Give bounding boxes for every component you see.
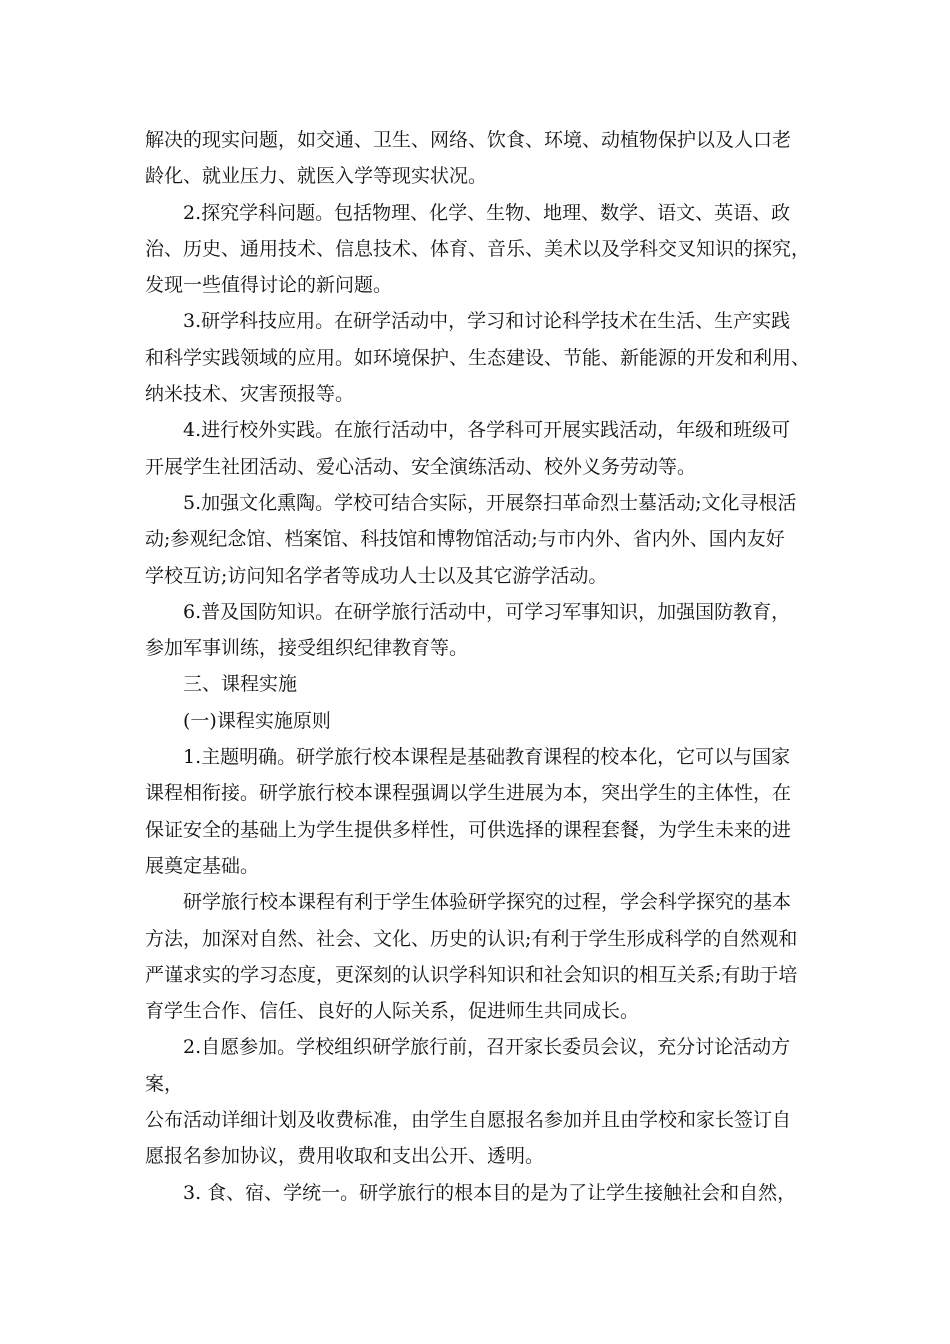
text-line: 学校互访;访问知名学者等成功人士以及其它游学活动。 [145,564,608,587]
text-line: 5.加强文化熏陶。学校可结合实际，开展祭扫革命烈士墓活动;文化寻根活 [183,491,797,514]
text-line: 愿报名参加协议，费用收取和支出公开、透明。 [145,1145,545,1168]
text-line: (一)课程实施原则 [183,709,331,732]
text-line: 方法，加深对自然、社会、文化、历史的认识;有利于学生形成科学的自然观和 [145,927,798,950]
text-line: 三、课程实施 [183,673,298,696]
text-line: 课程相衔接。研学旅行校本课程强调以学生进展为本，突出学生的主体性，在 [145,782,792,805]
text-line: 纳米技术、灾害预报等。 [145,383,355,406]
text-line: 育学生合作、信任、良好的人际关系，促进师生共同成长。 [145,1000,640,1023]
text-line: 展奠定基础。 [145,854,260,877]
text-line: 2.自愿参加。学校组织研学旅行前，召开家长委员会议，充分讨论活动方 [183,1036,791,1059]
text-line: 6.普及国防知识。在研学旅行活动中，可学习军事知识，加强国防教育， [183,600,791,623]
text-line: 公布活动详细计划及收费标准，由学生自愿报名参加并且由学校和家长签订自 [145,1109,792,1132]
text-line: 研学旅行校本课程有利于学生体验研学探究的过程，学会科学探究的基本 [183,891,792,914]
text-line: 治、历史、通用技术、信息技术、体育、音乐、美术以及学科交叉知识的探究， [145,237,811,260]
text-line: 2.探究学科问题。包括物理、化学、生物、地理、数学、语文、英语、政 [183,201,791,224]
text-line: 动;参观纪念馆、档案馆、科技馆和博物馆活动;与市内外、省内外、国内友好 [145,528,785,551]
text-line: 严谨求实的学习态度，更深刻的认识学科知识和社会知识的相互关系;有助于培 [145,963,798,986]
text-line: 案， [145,1072,184,1095]
text-line: 龄化、就业压力、就医入学等现实状况。 [145,165,488,188]
text-line: 1.主题明确。研学旅行校本课程是基础教育课程的校本化，它可以与国家 [183,746,791,769]
text-line: 3. 食、宿、学统一。研学旅行的根本目的是为了让学生接触社会和自然， [183,1181,797,1204]
text-line: 解决的现实问题，如交通、卫生、网络、饮食、环境、动植物保护以及人口老 [145,129,792,151]
text-line: 开展学生社团活动、爱心活动、安全演练活动、校外义务劳动等。 [145,455,697,478]
text-line: 发现一些值得讨论的新问题。 [145,274,393,297]
document-body [145,122,813,1211]
text-line: 4.进行校外实践。在旅行活动中，各学科可开展实践活动，年级和班级可 [183,419,791,442]
text-line: 3.研学科技应用。在研学活动中，学习和讨论科学技术在生活、生产实践 [183,310,791,333]
text-line: 参加军事训练，接受组织纪律教育等。 [145,637,469,660]
text-line: 保证安全的基础上为学生提供多样性，可供选择的课程套餐，为学生未来的进 [145,818,792,841]
text-line: 和科学实践领域的应用。如环境保护、生态建设、节能、新能源的开发和利用、 [145,346,811,369]
